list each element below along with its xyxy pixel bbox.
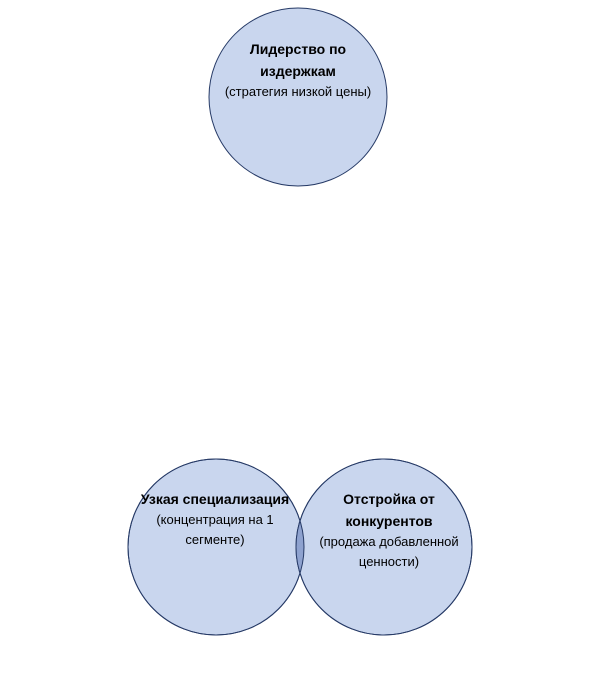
node-narrow-specialization-title: Узкая специализация — [140, 491, 290, 507]
node-narrow-specialization — [140, 488, 290, 550]
node-cost-leadership — [212, 38, 384, 102]
node-differentiation-title: Отстройка от конкурентов — [343, 491, 435, 529]
node-differentiation-subtitle: (продажа добавленной ценности) — [319, 534, 459, 569]
node-cost-leadership-subtitle: (стратегия низкой цены) — [224, 84, 372, 99]
node-narrow-specialization-subtitle: (концентрация на 1 сегменте) — [156, 512, 274, 547]
node-cost-leadership-title: Лидерство по издержкам — [249, 41, 347, 79]
node-differentiation — [314, 488, 464, 572]
